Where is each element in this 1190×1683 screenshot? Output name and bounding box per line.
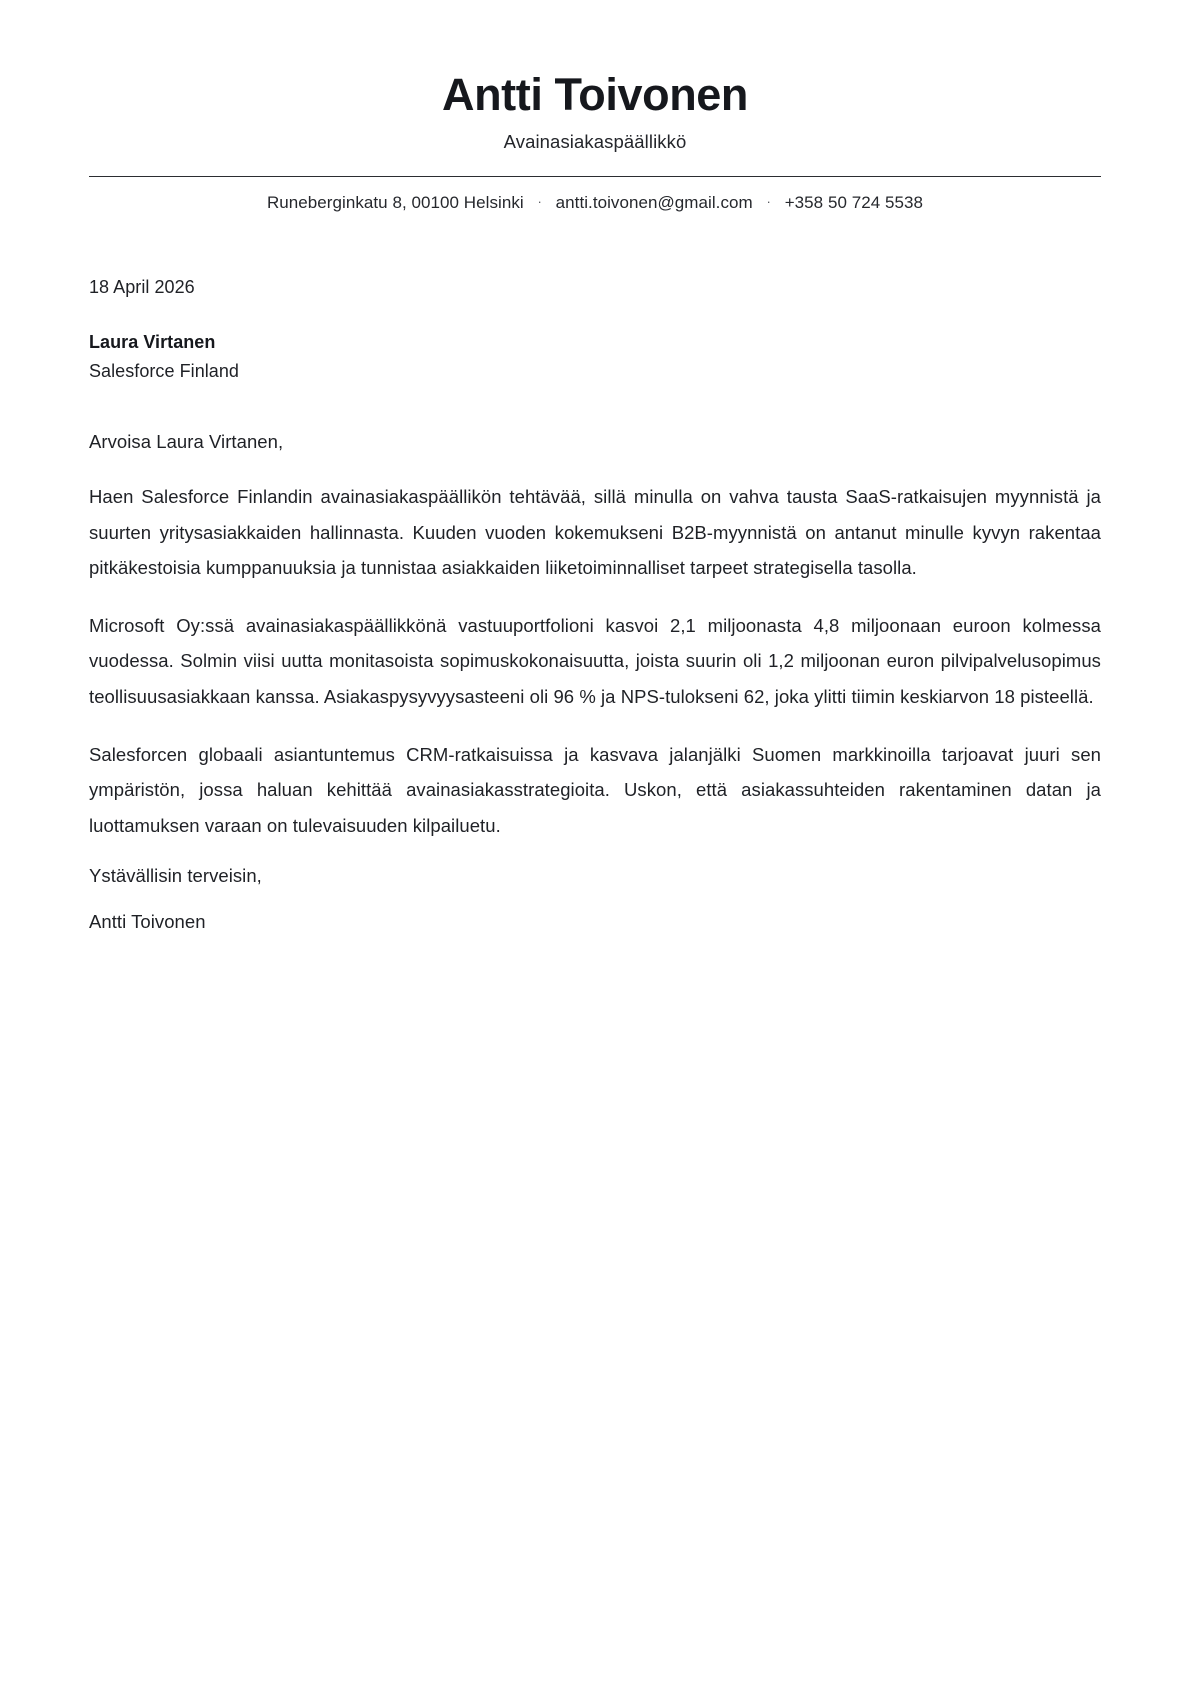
contact-address: Runeberginkatu 8, 00100 Helsinki [266, 193, 524, 213]
body-paragraph: Haen Salesforce Finlandin avainasiakaspäällikön tehtävää, sillä minulla on vahva tausta SaaS-ratkaisujen myynnistä ja suurten yritysasiakkaiden hallinnasta. Kuuden vuoden kokemukseni B2B-myynnistä on antanut minulle kyvyn rakentaa pitkäkestoisia kumppanuuksia ja tunnistaa asiakkaiden liiketoiminnalliset tarpeet strategisella tasolla. [89, 486, 1101, 579]
contact-email[interactable]: antti.toivonen@gmail.com [555, 193, 753, 213]
recipient-company: Salesforce Finland [89, 361, 239, 382]
contact-phone[interactable]: +358 50 724 5538 [784, 193, 924, 213]
contact-separator-icon: · [766, 194, 771, 210]
contact-line [89, 193, 1101, 213]
signature-name: Antti Toivonen [89, 911, 206, 933]
contact-separator-icon: · [537, 194, 542, 210]
letter-date: 18 April 2026 [89, 277, 195, 298]
recipient-block [89, 328, 1101, 386]
body-paragraph: Salesforcen globaali asiantuntemus CRM-ratkaisuissa ja kasvava jalanjälki Suomen markkinoilla tarjoavat juuri sen ympäristön, jossa haluan kehittää avainasiakasstrategioita. Uskon, että asiakassuhteiden rakentaminen datan ja luottamuksen varaan on tulevaisuuden kilpailuetu. [89, 743, 1101, 836]
body-paragraph: Microsoft Oy:ssä avainasiakaspäällikkönä vastuuportfolioni kasvoi 2,1 miljoonasta 4,8 miljoonaan euroon kolmessa vuodessa. Solmin viisi uutta monitasoista sopimuskokonaisuutta, joista suurin oli 1,2 miljoonan euron pilvipalvelusopimus teollisuusasiakkaan kanssa. Asiakaspysyvyysasteeni oli 96 % ja NPS-tulokseni 62, joka ylitti tiimin keskiarvon 18 pisteellä. [89, 614, 1101, 707]
letter-body [0, 277, 1190, 933]
letter-header [0, 0, 1190, 213]
salutation: Arvoisa Laura Virtanen, [89, 431, 284, 453]
applicant-name: Antti Toivonen [441, 69, 749, 120]
applicant-job-title: Avainasiakaspäällikkö [503, 131, 687, 153]
header-divider [89, 176, 1101, 177]
closing-line: Ystävällisin terveisin, [89, 865, 262, 887]
recipient-name: Laura Virtanen [89, 332, 216, 353]
